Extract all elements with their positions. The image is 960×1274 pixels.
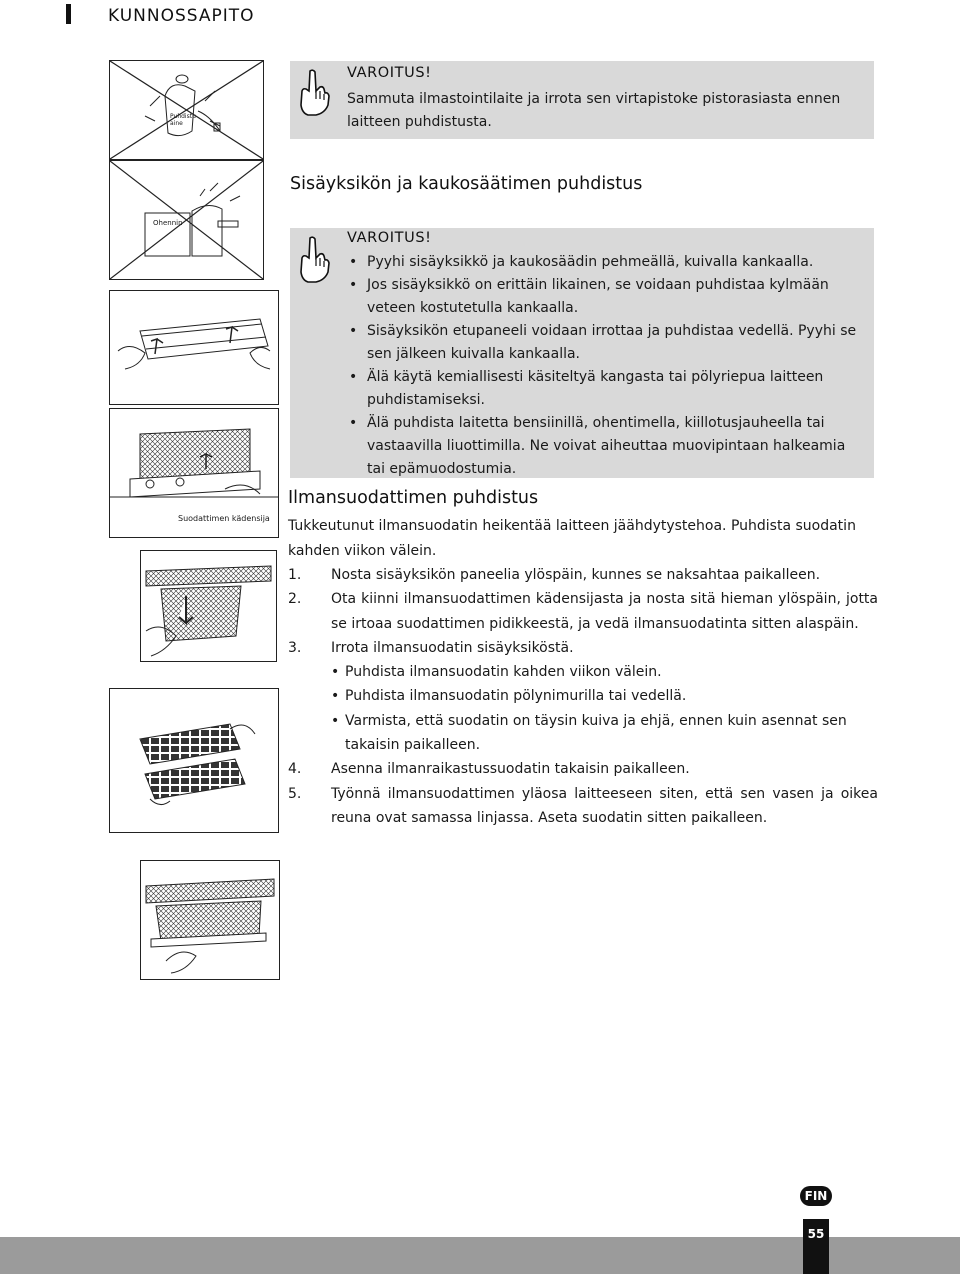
filter-removal-illustration [140,550,277,662]
pointing-hand-icon [296,236,332,284]
filter-washing-illustration [109,688,279,833]
section-title-unit-cleaning: Sisäyksikön ja kaukosäätimen puhdistus [290,174,643,194]
step3-bullet: • Puhdista ilmansuodatin kahden viikon välein. [331,664,662,681]
step-item: 1. Nosta sisäyksikön paneelia ylöspäin, kunnes se naksahtaa paikalleen. [288,567,821,583]
step3-bullet-continued: takaisin paikalleen. [345,737,481,754]
warning-box-cleaning [290,228,874,478]
section-title-filter-cleaning: Ilmansuodattimen puhdistus [288,488,539,508]
warning-item: • Sisäyksikön etupaneeli voidaan irrottaa ja puhdistaa vedellä. Pyyhi se sen jälkeen kuivalla kankaalla. [347,320,862,366]
panel-lift-illustration [109,290,279,405]
warning-item: • Pyyhi sisäyksikkö ja kaukosäädin pehmeällä, kuivalla kankaalla. [347,251,862,274]
warning-item: • Älä käytä kemiallisesti käsiteltyä kangasta tai pölyriepua laitteen puhdistamiseksi. [347,366,862,412]
filter-steps [288,563,878,830]
page-number: 55 [803,1219,829,1274]
warning-list [347,251,862,481]
thinner-label: Ohennin [153,219,183,227]
step-item: 4. Asenna ilmanraikastussuodatin takaisin paikalleen. [288,761,690,778]
warning-item: • Älä puhdista laitetta bensiinillä, ohentimella, kiillotusjauheella tai vastaavilla liuottimilla. Ne voivat aiheuttaa muovipintaan halkeamia tai epämuodostumia. [347,412,862,481]
warning-title: VAROITUS! [347,65,432,81]
header-marker [66,4,71,24]
step3-bullet: • Varmista, että suodatin on täysin kuiva ja ehjä, ennen kuin asennat sen [331,712,847,729]
page-title: KUNNOSSAPITO [108,6,255,26]
step-item: 3. Irrota ilmansuodatin sisäyksiköstä. [288,639,574,656]
warning-item: • Jos sisäyksikkö on erittäin likainen, se voidaan puhdistaa kylmään veteen kostutetulla kankaalla. [347,274,862,320]
pointing-hand-icon [296,69,332,117]
step-item: 2. Ota kiinni ilmansuodattimen kädensijasta ja nosta sitä hieman ylöspäin, jotta se irtoaa suodattimen pidikkeestä, ja vedä ilmansuodatinta sitten alaspäin. [288,591,878,632]
step3-bullet: • Puhdista ilmansuodatin pölynimurilla tai vedellä. [331,688,687,705]
filter-handle-label: Suodattimen kädensija [178,514,270,523]
step-item: 5. Työnnä ilmansuodattimen yläosa laitteeseen siten, että sen vasen ja oikea reuna ovat samassa linjassa. Aseta suodatin sitten paikalleen. [288,785,878,826]
warning-text: Sammuta ilmastointilaite ja irrota sen virtapistoke pistorasiasta ennen laitteen puhdistusta. [347,91,841,130]
filter-intro: Tukkeutunut ilmansuodatin heikentää laitteen jäähdytystehoa. Puhdista suodatin kahden viikon välein. [288,518,856,559]
warning-box-power [290,61,874,139]
filter-handle-illustration [109,408,279,538]
filter-reinstall-illustration [140,860,280,980]
language-badge: FIN [800,1186,832,1206]
no-thinner-illustration [109,160,264,280]
no-cleaning-agent-illustration [109,60,264,160]
warning-title: VAROITUS! [347,230,432,246]
bottle-label: Puhdistu aine [170,113,196,127]
